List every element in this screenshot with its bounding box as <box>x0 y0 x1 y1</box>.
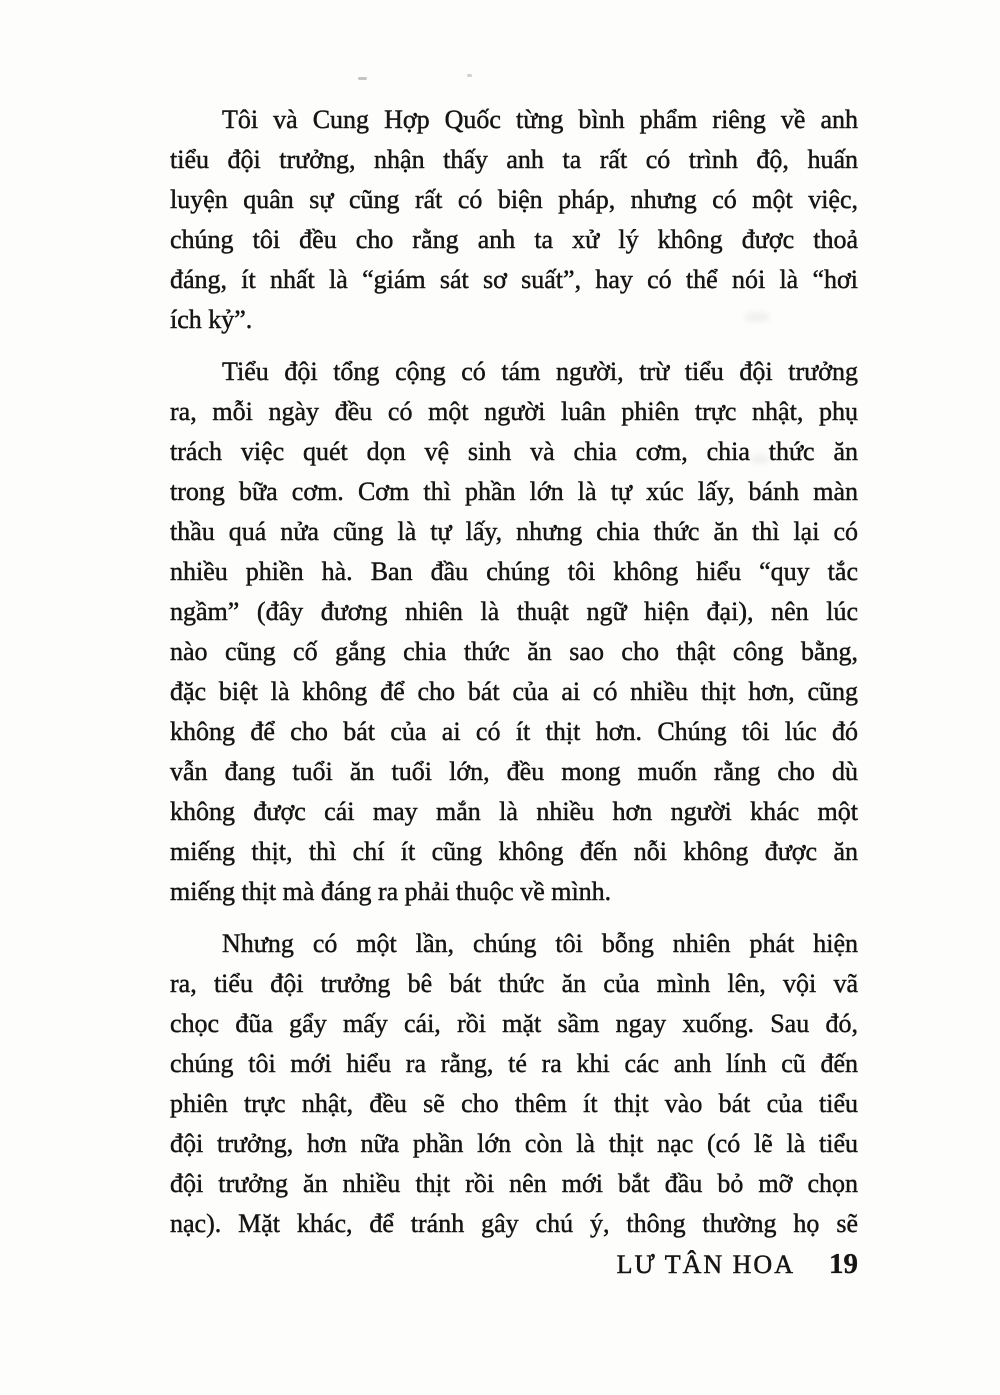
text-line: đội trưởng ăn nhiều thịt rồi nên mới bắt đầu bỏ mỡ chọn <box>170 1169 858 1198</box>
text-line: ra, tiểu đội trưởng bê bát thức ăn của mình lên, vội vã <box>170 969 858 998</box>
text-line: chúng tôi mới hiểu ra rằng, té ra khi các anh lính cũ đến <box>170 1049 858 1078</box>
text-line: đáng, ít nhất là “giám sát sơ suất”, hay có thể nói là “hơi <box>170 265 858 294</box>
paragraph <box>170 100 858 340</box>
text-line: miếng thịt mà đáng ra phải thuộc về mình. <box>170 877 612 906</box>
text-line: chúng tôi đều cho rằng anh ta xử lý không được thoả <box>170 225 858 254</box>
text-line: tiểu đội trưởng, nhận thấy anh ta rất có trình độ, huấn <box>170 145 858 174</box>
paragraph <box>170 924 858 1244</box>
scan-speck <box>358 77 367 80</box>
text-line: không được cái may mắn là nhiều hơn người khác một <box>170 797 858 826</box>
text-line: nhiều phiền hà. Ban đầu chúng tôi không hiểu “quy tắc <box>170 557 858 586</box>
text-line: đội trưởng, hơn nữa phần lớn còn là thịt nạc (có lẽ là tiểu <box>170 1129 858 1158</box>
text-line: miếng thịt, thì chí ít cũng không đến nỗi không được ăn <box>170 837 858 866</box>
text-line: Nhưng có một lần, chúng tôi bỗng nhiên phát hiện <box>222 929 858 958</box>
running-footer-author: LƯ TÂN HOA <box>616 1250 795 1279</box>
text-line: Tiểu đội tổng cộng có tám người, trừ tiểu đội trưởng <box>222 357 858 386</box>
text-line: nạc). Mặt khác, để tránh gây chú ý, thông thường họ sẽ <box>170 1209 858 1238</box>
text-line: phiên trực nhật, đều sẽ cho thêm ít thịt vào bát của tiểu <box>170 1089 858 1118</box>
text-line: ích kỷ”. <box>170 305 253 334</box>
text-block <box>170 100 858 1244</box>
text-line: ra, mỗi ngày đều có một người luân phiên trực nhật, phụ <box>170 397 858 426</box>
text-line: nào cũng cố gắng chia thức ăn sao cho thật công bằng, <box>170 637 858 666</box>
text-line: luyện quân sự cũng rất có biện pháp, nhưng có một việc, <box>170 185 858 214</box>
text-line: vẫn đang tuổi ăn tuổi lớn, đều mong muốn rằng cho dù <box>170 757 858 786</box>
text-line: đặc biệt là không để cho bát của ai có nhiều thịt hơn, cũng <box>170 677 858 706</box>
text-line: ngầm” (đây đương nhiên là thuật ngữ hiện đại), nên lúc <box>170 597 858 626</box>
page-number: 19 <box>829 1248 858 1280</box>
text-line: trong bữa cơm. Cơm thì phần lớn là tự xúc lấy, bánh màn <box>170 477 858 506</box>
text-line: không để cho bát của ai có ít thịt hơn. Chúng tôi lúc đó <box>170 717 858 746</box>
paragraph <box>170 352 858 912</box>
text-line: trách việc quét dọn vệ sinh và chia cơm, chia thức ăn <box>170 437 858 466</box>
text-line: chọc đũa gẩy mấy cái, rồi mặt sầm ngay xuống. Sau đó, <box>170 1009 858 1038</box>
text-line: thầu quá nửa cũng là tự lấy, nhưng chia thức ăn thì lại có <box>170 517 858 546</box>
page-footer <box>170 1248 858 1281</box>
text-line: Tôi và Cung Hợp Quốc từng bình phẩm riêng về anh <box>222 105 858 134</box>
scan-speck <box>467 74 472 77</box>
